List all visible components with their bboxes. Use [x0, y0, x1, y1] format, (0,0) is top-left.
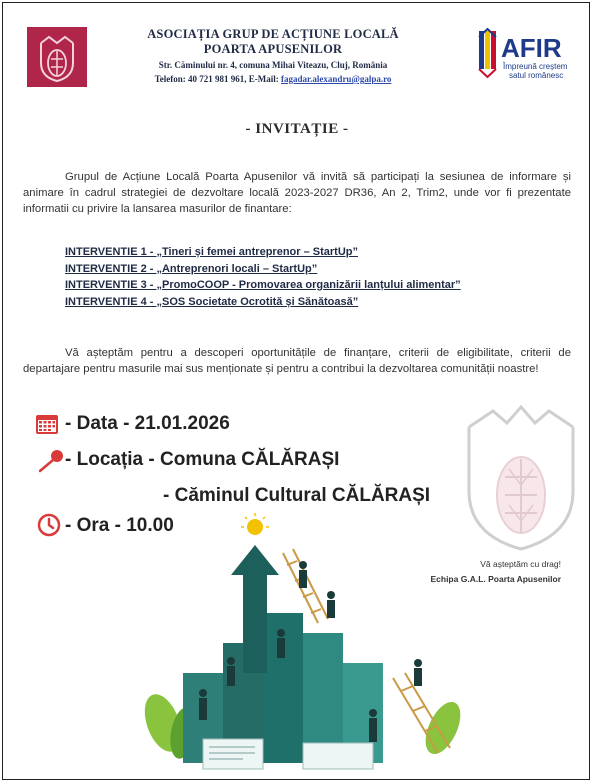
org-name-line2: POARTA APUSENILOR: [203, 42, 343, 56]
org-address: Str. Căminului nr. 4, comuna Mihai Viteazu, Cluj, România: [158, 60, 388, 70]
contact-prefix: Telefon: 40 721 981 961, E-Mail:: [154, 74, 282, 84]
event-date: - Data - 21.01.2026: [65, 413, 230, 434]
gal-logo-icon: [27, 27, 87, 87]
event-location-line2: - Căminul Cultural CĂLĂRAȘI: [163, 485, 431, 506]
afir-emblem-icon: [473, 25, 583, 95]
watermark-seal: [459, 399, 583, 555]
afir-tagline-2: satul românesc: [509, 71, 564, 80]
intervention-item-4: INTERVENTIE 4 - „SOS Societate Ocrotită și Sănătoasă”: [65, 295, 359, 308]
clock-icon: [37, 513, 61, 542]
outro-paragraph: Vă așteptăm pentru a descoperi oportunitățile de finanțare, criterii de eligibilitate, criterii de departajare pentru masurile mai sus menționate și pentru a contribui la dezvoltarea comunității noastre!: [23, 347, 571, 375]
email-link[interactable]: fagadar.alexandru@galpa.ro: [281, 74, 392, 84]
invitation-title: - INVITAȚIE -: [245, 121, 349, 137]
afir-logo: [473, 25, 583, 95]
invitation-page: [2, 2, 590, 780]
afir-tagline-1: Împreună creștem: [503, 62, 568, 71]
gal-logo: [27, 27, 87, 87]
map-pin-icon: [37, 449, 65, 478]
intervention-item-2: INTERVENTIE 2 - „Antreprenori locali – StartUp”: [65, 262, 318, 275]
intervention-item-1: INTERVENTIE 1 - „Tineri și femei antreprenor – StartUp”: [65, 246, 358, 258]
growth-illustration: [143, 513, 463, 775]
org-name-line1: ASOCIAȚIA GRUP DE ACȚIUNE LOCALĂ: [147, 27, 399, 41]
org-contact: [113, 73, 433, 85]
organization-header: [113, 27, 433, 85]
intro-paragraph: Grupul de Acțiune Locală Poarta Apusenilor vă invită să participați la sesiunea de informare și animare în cadrul strategiei de dezvoltare locală 2023-2027 DR36, An 2, Trim2, unde vor fi prezentate informatii cu privire la lansarea masurilor de finantare:: [23, 171, 571, 215]
signature-greeting: Vă așteptăm cu drag!: [480, 559, 561, 569]
afir-wordmark: AFIR: [501, 33, 562, 63]
staircase-growth-icon: [143, 513, 463, 775]
event-time: - Ora - 10.00: [65, 515, 174, 536]
intervention-item-3: INTERVENTIE 3 - „PromoCOOP - Promovarea organizării lanțului alimentar”: [65, 279, 461, 291]
event-location-line1: - Locația - Comuna CĂLĂRAȘI: [65, 449, 340, 470]
seal-logo-icon: [459, 399, 583, 555]
calendar-icon: [35, 413, 59, 440]
signature-team: Echipa G.A.L. Poarta Apusenilor: [430, 574, 561, 584]
interventions-list: [65, 244, 565, 310]
